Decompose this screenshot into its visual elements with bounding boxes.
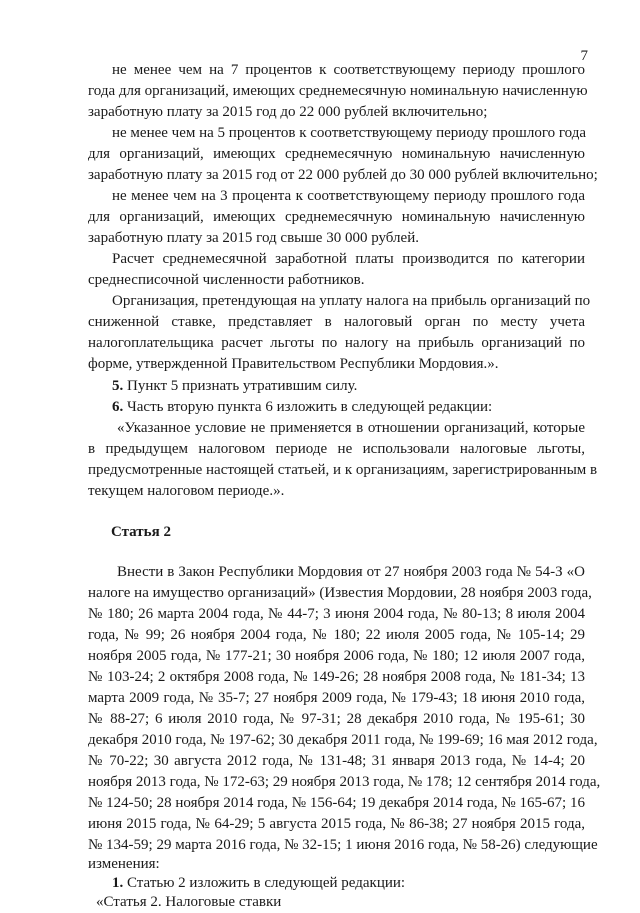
item-number: 5. bbox=[112, 378, 124, 394]
text-line: «Статья 2. Налоговые ставки bbox=[96, 894, 282, 910]
quote-line: в предыдущем налоговом периоде не использовали налоговые льготы, bbox=[88, 441, 585, 457]
quote-line: предусмотренные настоящей статьей, и к организациям, зарегистрированным в bbox=[88, 462, 598, 478]
text-line: среднесписочной численности работников. bbox=[88, 272, 365, 288]
page-number: 7 bbox=[580, 48, 588, 64]
text-line: № 134-59; 29 марта 2016 года, № 32-15; 1 июня 2016 года, № 58-26) следующие bbox=[88, 837, 598, 853]
text-line: ноября 2005 года, № 177-21; 30 ноября 2006 года, № 180; 12 июля 2007 года, bbox=[88, 648, 585, 664]
text-line: № 103-24; 2 октября 2008 года, № 149-26; 28 ноября 2008 года, № 181-34; 13 bbox=[88, 669, 585, 685]
item-text: Пункт 5 признать утратившим силу. bbox=[127, 378, 358, 394]
text-line: изменения: bbox=[88, 856, 160, 872]
text-line: форме, утвержденной Правительством Республики Мордовия.». bbox=[88, 356, 499, 372]
text-line: № 88-27; 6 июля 2010 года, № 97-31; 28 декабря 2010 года, № 195-61; 30 bbox=[88, 711, 585, 727]
quote-line: текущем налоговом периоде.». bbox=[88, 483, 285, 499]
text-line: налоге на имущество организаций» (Известия Мордовии, 28 ноября 2003 года, bbox=[88, 585, 592, 601]
text-line: заработную плату за 2015 год до 22 000 рублей включительно; bbox=[88, 104, 488, 120]
item-text: Часть вторую пункта 6 изложить в следующей редакции: bbox=[127, 399, 493, 415]
text-line: ноября 2013 года, № 172-63; 29 ноября 2013 года, № 178; 12 сентября 2014 года, bbox=[88, 774, 601, 790]
text-line: № 70-22; 30 августа 2012 года, № 131-48; 31 января 2013 года, № 14-4; 20 bbox=[88, 753, 585, 769]
text-line: не менее чем на 5 процентов к соответствующему периоду прошлого года bbox=[112, 125, 587, 141]
text-line: № 180; 26 марта 2004 года, № 44-7; 3 июня 2004 года, № 80-13; 8 июля 2004 bbox=[88, 606, 585, 622]
item-number: 1. bbox=[112, 875, 124, 891]
text-line: для организаций, имеющих среднемесячную номинальную начисленную bbox=[88, 209, 585, 225]
text-line: не менее чем на 3 процента к соответствующему периоду прошлого года bbox=[112, 188, 585, 204]
text-line bbox=[112, 397, 585, 418]
text-line: заработную плату за 2015 год свыше 30 000 рублей. bbox=[88, 230, 419, 246]
text-line: заработную плату за 2015 год от 22 000 рублей до 30 000 рублей включительно; bbox=[88, 167, 598, 183]
text-line: Внести в Закон Республики Мордовия от 27 ноября 2003 года № 54-З «О bbox=[117, 564, 585, 580]
text-line: налогоплательщика расчет льготы по налогу на прибыль организаций по bbox=[88, 335, 585, 351]
text-line: года, № 99; 26 ноября 2004 года, № 180; 22 июля 2005 года, № 105-14; 29 bbox=[88, 627, 585, 643]
text-line: для организаций, имеющих среднемесячную номинальную начисленную bbox=[88, 146, 585, 162]
text-line: Расчет среднемесячной заработной платы производится по категории bbox=[112, 251, 585, 267]
item-number: 6. bbox=[112, 399, 124, 415]
text-line: Организация, претендующая на уплату налога на прибыль организаций по bbox=[112, 293, 591, 309]
text-line: не менее чем на 7 процентов к соответствующему периоду прошлого bbox=[112, 62, 585, 78]
text-line: декабря 2010 года, № 197-62; 30 декабря 2011 года, № 199-69; 16 мая 2012 года, bbox=[88, 732, 598, 748]
text-line: марта 2009 года, № 35-7; 27 ноября 2009 года, № 179-43; 18 июня 2010 года, bbox=[88, 690, 585, 706]
text-line: № 124-50; 28 ноября 2014 года, № 156-64; 19 декабря 2014 года, № 165-67; 16 bbox=[88, 795, 585, 811]
text-line bbox=[112, 376, 585, 397]
text-line: сниженной ставке, представляет в налоговый орган по месту учета bbox=[88, 314, 585, 330]
text-line: года для организаций, имеющих среднемесячную номинальную начисленную bbox=[88, 83, 588, 99]
article-heading: Статья 2 bbox=[111, 524, 171, 540]
quote-line: «Указанное условие не применяется в отношении организаций, которые bbox=[117, 420, 585, 436]
text-line: июня 2015 года, № 64-29; 5 августа 2015 года, № 86-38; 27 ноября 2015 года, bbox=[88, 816, 585, 832]
item-text: Статью 2 изложить в следующей редакции: bbox=[127, 875, 406, 891]
